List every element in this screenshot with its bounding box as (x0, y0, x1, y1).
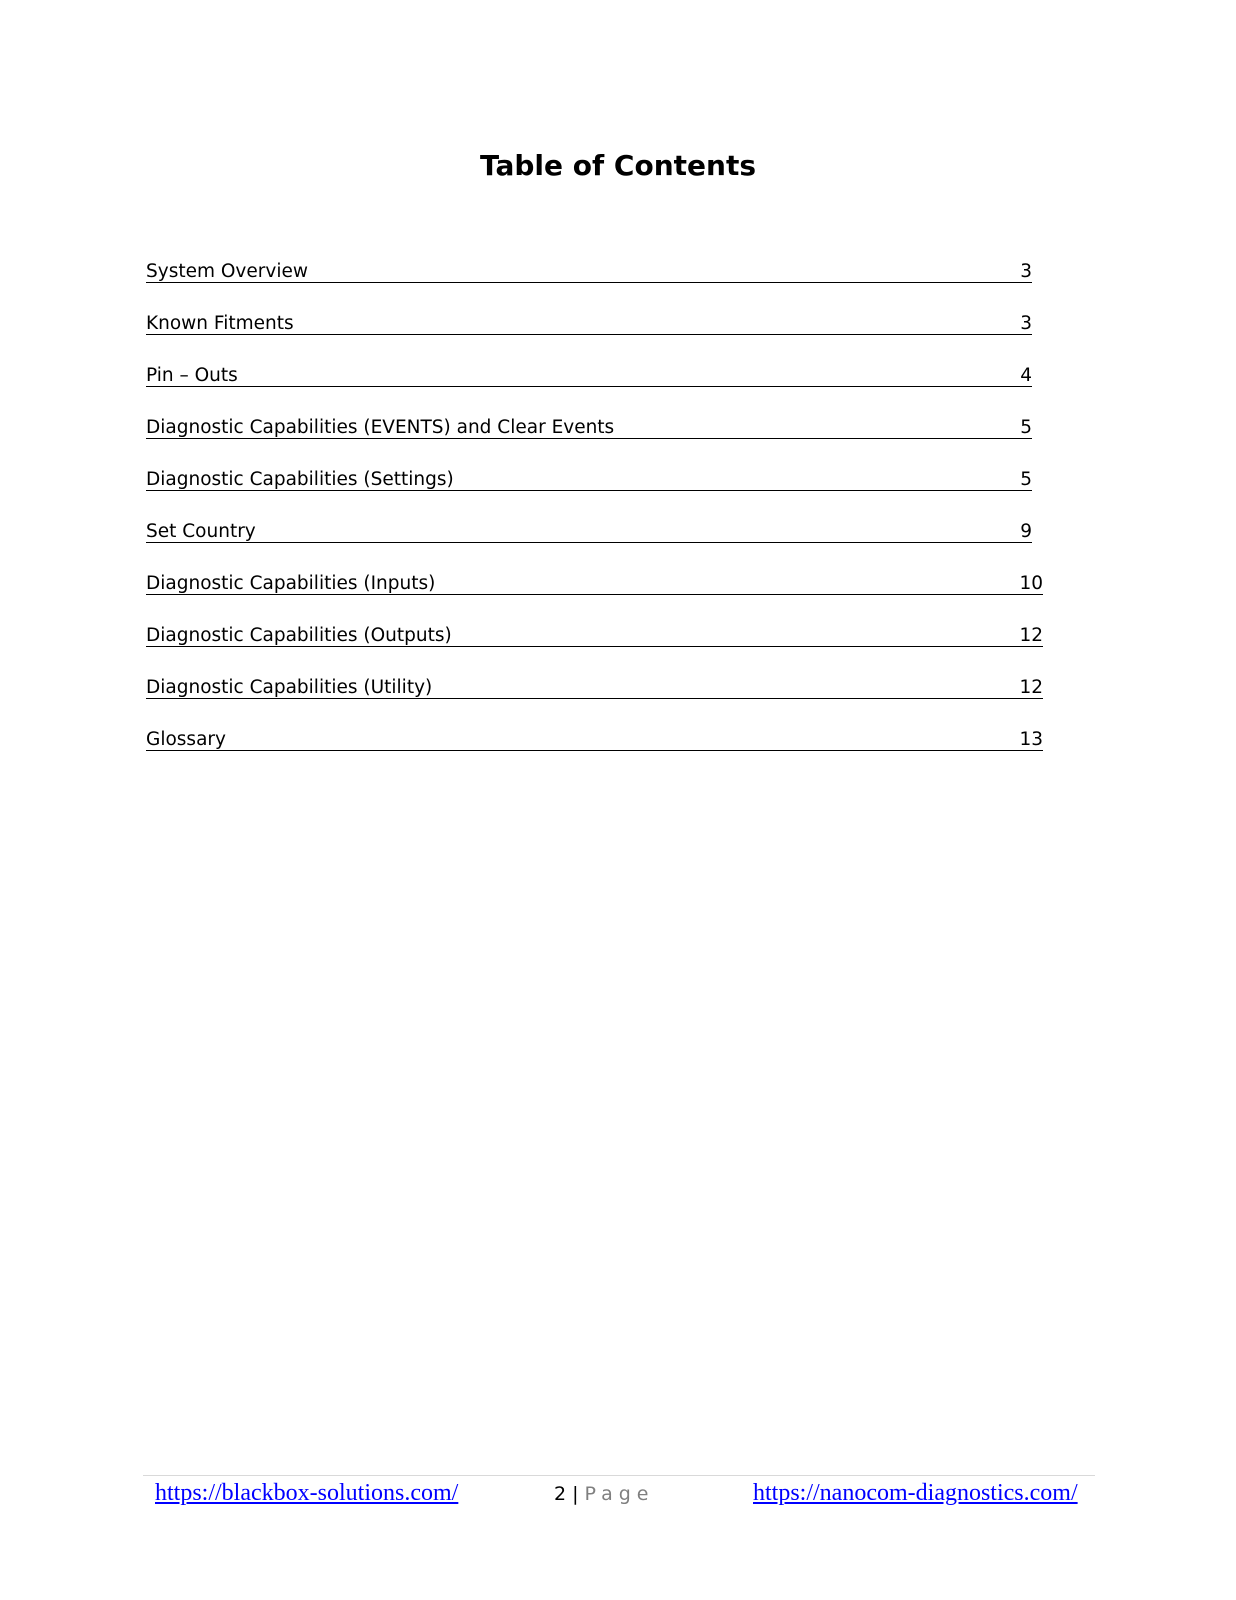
footer-divider (143, 1475, 1095, 1476)
toc-entry-label: Diagnostic Capabilities (Outputs) (146, 625, 452, 646)
toc-entry-diagnostic-settings[interactable] (146, 466, 1032, 491)
toc-entry-page: 5 (1020, 469, 1032, 490)
toc-entry-page: 12 (1019, 625, 1043, 646)
toc-entry-page: 10 (1019, 573, 1043, 594)
toc-entry-diagnostic-utility[interactable] (146, 674, 1043, 699)
toc-list (146, 258, 1046, 778)
toc-entry-pin-outs[interactable] (146, 362, 1032, 387)
toc-entry-label: Known Fitments (146, 313, 294, 334)
toc-entry-label: Set Country (146, 521, 256, 542)
toc-entry-diagnostic-events[interactable] (146, 414, 1032, 439)
footer-link-nanocom[interactable]: https://nanocom-diagnostics.com/ (753, 1480, 1078, 1506)
toc-entry-known-fitments[interactable] (146, 310, 1032, 335)
toc-entry-page: 13 (1019, 729, 1043, 750)
page-number-value: 2 (554, 1483, 567, 1505)
toc-entry-page: 3 (1020, 261, 1032, 282)
toc-entry-label: Pin – Outs (146, 365, 238, 386)
page-word: Page (584, 1483, 655, 1505)
toc-entry-system-overview[interactable] (146, 258, 1032, 283)
toc-entry-page: 9 (1020, 521, 1032, 542)
toc-entry-diagnostic-outputs[interactable] (146, 622, 1043, 647)
toc-entry-label: System Overview (146, 261, 308, 282)
toc-entry-page: 12 (1019, 677, 1043, 698)
toc-title: Table of Contents (479, 149, 756, 182)
toc-entry-page: 5 (1020, 417, 1032, 438)
toc-entry-page: 4 (1020, 365, 1032, 386)
toc-entry-glossary[interactable] (146, 726, 1043, 751)
toc-entry-set-country[interactable] (146, 518, 1032, 543)
toc-entry-page: 3 (1020, 313, 1032, 334)
toc-entry-label: Diagnostic Capabilities (Inputs) (146, 573, 436, 594)
toc-entry-label: Glossary (146, 729, 226, 750)
page-number (554, 1480, 655, 1508)
toc-entry-diagnostic-inputs[interactable] (146, 570, 1043, 595)
footer-link-blackbox[interactable]: https://blackbox-solutions.com/ (155, 1480, 459, 1506)
toc-entry-label: Diagnostic Capabilities (Utility) (146, 677, 433, 698)
page-number-separator: | (572, 1483, 579, 1505)
toc-entry-label: Diagnostic Capabilities (Settings) (146, 469, 454, 490)
toc-entry-label: Diagnostic Capabilities (EVENTS) and Clear Events (146, 417, 615, 438)
